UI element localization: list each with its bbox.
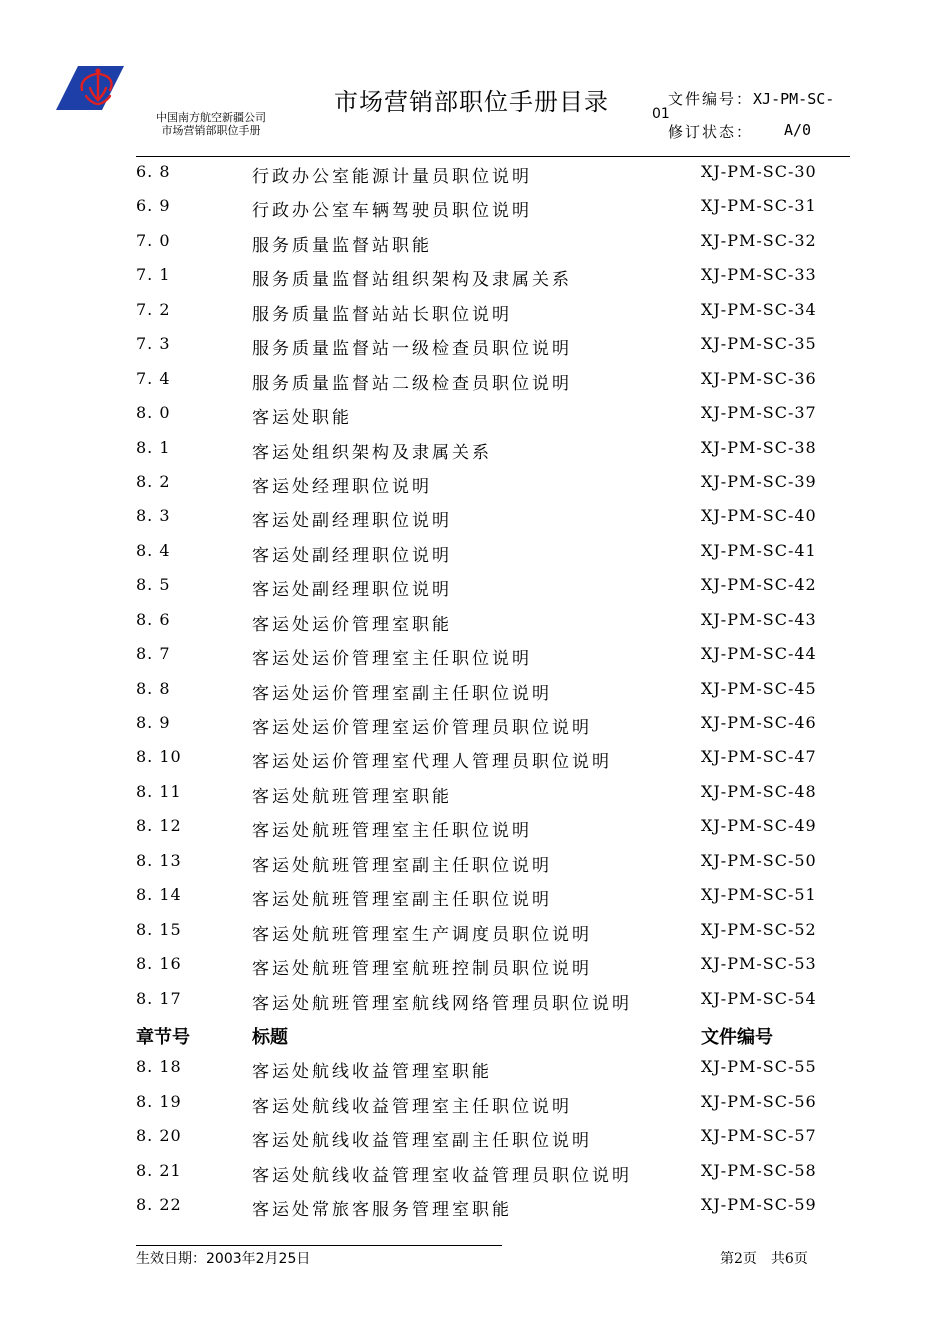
toc-section-number: 8. 5 <box>136 575 171 595</box>
toc-doc-code: XJ-PM-SC-36 <box>701 368 817 388</box>
toc-title: 客运处航线收益管理室主任职位说明 <box>252 1096 572 1117</box>
toc-title: 行政办公室能源计量员职位说明 <box>252 167 532 187</box>
toc-doc-code: XJ-PM-SC-59 <box>701 1195 817 1215</box>
toc-section-number: 8. 6 <box>136 609 171 629</box>
toc-section-number: 7. 2 <box>136 299 171 319</box>
toc-table <box>136 155 850 1223</box>
toc-row <box>136 499 850 533</box>
toc-header-row <box>136 1016 850 1050</box>
toc-title: 客运处航班管理室航线网络管理员职位说明 <box>252 993 632 1014</box>
toc-doc-code: XJ-PM-SC-56 <box>701 1091 817 1111</box>
toc-doc-code: XJ-PM-SC-44 <box>701 644 817 664</box>
page-prefix: 第 <box>720 1251 734 1267</box>
toc-title: 客运处组织架构及隶属关系 <box>252 442 492 463</box>
doc-number <box>668 88 834 109</box>
toc-doc-code: XJ-PM-SC-32 <box>701 230 817 250</box>
toc-doc-code: XJ-PM-SC-50 <box>701 850 817 870</box>
toc-row <box>136 465 850 499</box>
toc-title: 客运处航班管理室主任职位说明 <box>252 821 532 842</box>
toc-row <box>136 396 850 430</box>
toc-title: 客运处副经理职位说明 <box>252 511 452 532</box>
footer-divider <box>136 1245 502 1246</box>
toc-row <box>136 327 850 361</box>
toc-section-number: 8. 12 <box>136 816 182 836</box>
toc-section-number: 8. 0 <box>136 403 171 423</box>
toc-section-number: 8. 4 <box>136 540 171 560</box>
toc-section-number: 7. 1 <box>136 265 171 285</box>
toc-doc-code: XJ-PM-SC-55 <box>701 1057 817 1077</box>
toc-row <box>136 362 850 396</box>
toc-title: 客运处职能 <box>252 408 352 429</box>
toc-doc-code: XJ-PM-SC-49 <box>701 816 817 836</box>
doc-number-wrap: 01 <box>652 106 670 122</box>
airline-logo-icon <box>56 64 126 112</box>
toc-row <box>136 568 850 602</box>
toc-title: 客运处航班管理室副主任职位说明 <box>252 890 552 911</box>
toc-title: 客运处航线收益管理室收益管理员职位说明 <box>252 1165 632 1186</box>
toc-section-number: 8. 8 <box>136 678 171 698</box>
toc-row <box>136 603 850 637</box>
toc-doc-code: XJ-PM-SC-30 <box>701 162 817 181</box>
toc-row <box>136 1154 850 1188</box>
page-current: 2 <box>734 1251 743 1267</box>
toc-row <box>136 1188 850 1222</box>
toc-row <box>136 224 850 258</box>
revision-label: 修订状态： <box>668 123 754 141</box>
toc-doc-code: XJ-PM-SC-41 <box>701 540 817 560</box>
toc-doc-code: XJ-PM-SC-46 <box>701 713 817 732</box>
toc-row <box>136 293 850 327</box>
doc-number-value: XJ-PM-SC- <box>753 90 835 108</box>
toc-doc-code: XJ-PM-SC-38 <box>701 437 817 457</box>
toc-row <box>136 878 850 912</box>
toc-section-number: 7. 4 <box>136 368 171 388</box>
toc-title: 标题 <box>252 1026 288 1048</box>
toc-section-number: 8. 18 <box>136 1057 182 1077</box>
toc-section-number: 8. 10 <box>136 747 182 767</box>
toc-doc-code: XJ-PM-SC-33 <box>701 265 817 285</box>
toc-doc-code: XJ-PM-SC-39 <box>701 471 817 491</box>
toc-doc-code: XJ-PM-SC-58 <box>701 1160 817 1180</box>
toc-row <box>136 706 850 740</box>
toc-section-number: 8. 17 <box>136 988 182 1008</box>
toc-section-number: 6. 9 <box>136 196 171 216</box>
toc-title: 客运处航线收益管理室副主任职位说明 <box>252 1131 592 1152</box>
toc-row <box>136 844 850 878</box>
toc-section-number: 8. 7 <box>136 644 171 664</box>
toc-doc-code: XJ-PM-SC-57 <box>701 1126 817 1146</box>
toc-doc-code: 文件编号 <box>701 1026 773 1048</box>
toc-doc-code: XJ-PM-SC-54 <box>701 988 817 1008</box>
toc-doc-code: XJ-PM-SC-34 <box>701 299 817 319</box>
toc-title: 客运处运价管理室运价管理员职位说明 <box>252 718 592 738</box>
toc-title: 客运处航线收益管理室职能 <box>252 1062 492 1083</box>
toc-doc-code: XJ-PM-SC-48 <box>701 781 817 801</box>
toc-section-number: 6. 8 <box>136 162 171 181</box>
toc-section-number: 8. 3 <box>136 506 171 526</box>
toc-section-number: 8. 21 <box>136 1160 182 1180</box>
toc-row <box>136 189 850 223</box>
toc-title: 客运处运价管理室副主任职位说明 <box>252 683 552 704</box>
toc-row <box>136 534 850 568</box>
toc-doc-code: XJ-PM-SC-35 <box>701 334 817 354</box>
toc-row <box>136 258 850 292</box>
toc-doc-code: XJ-PM-SC-47 <box>701 747 817 767</box>
toc-doc-code: XJ-PM-SC-51 <box>701 885 817 905</box>
toc-row <box>136 431 850 465</box>
toc-section-number: 章节号 <box>136 1026 190 1048</box>
toc-row <box>136 775 850 809</box>
toc-section-number: 8. 1 <box>136 437 171 457</box>
toc-section-number: 8. 13 <box>136 850 182 870</box>
toc-title: 客运处运价管理室主任职位说明 <box>252 649 532 670</box>
toc-title: 客运处运价管理室职能 <box>252 614 452 635</box>
toc-row <box>136 1119 850 1153</box>
toc-section-number: 8. 11 <box>136 781 182 801</box>
toc-doc-code: XJ-PM-SC-31 <box>701 196 817 216</box>
revision-value: A/0 <box>784 121 812 139</box>
toc-section-number: 8. 22 <box>136 1195 182 1215</box>
toc-title: 客运处航班管理室副主任职位说明 <box>252 855 552 876</box>
toc-title: 客运处航班管理室航班控制员职位说明 <box>252 959 592 980</box>
page-title: 市场营销部职位手册目录 <box>334 88 609 116</box>
toc-section-number: 7. 3 <box>136 334 171 354</box>
toc-section-number: 8. 16 <box>136 954 182 974</box>
toc-title: 服务质量监督站组织架构及隶属关系 <box>252 270 572 291</box>
toc-section-number: 8. 2 <box>136 471 171 491</box>
toc-doc-code: XJ-PM-SC-42 <box>701 575 817 595</box>
toc-row <box>136 947 850 981</box>
toc-section-number: 8. 14 <box>136 885 182 905</box>
page-suffix: 页 <box>793 1251 808 1267</box>
toc-section-number: 8. 9 <box>136 713 171 732</box>
page-number <box>720 1248 808 1268</box>
toc-title: 客运处经理职位说明 <box>252 476 432 497</box>
toc-title: 客运处运价管理室代理人管理员职位说明 <box>252 752 612 773</box>
toc-row <box>136 1085 850 1119</box>
toc-title: 服务质量监督站职能 <box>252 235 432 256</box>
toc-title: 客运处常旅客服务管理室职能 <box>252 1200 512 1221</box>
toc-title: 服务质量监督站一级检查员职位说明 <box>252 339 572 360</box>
toc-row <box>136 809 850 843</box>
toc-doc-code: XJ-PM-SC-53 <box>701 954 817 974</box>
toc-row <box>136 1050 850 1084</box>
toc-row <box>136 982 850 1016</box>
effective-date: 生效日期：2003年2月25日 <box>136 1251 311 1267</box>
handbook-name: 市场营销部职位手册 <box>161 124 261 137</box>
toc-title: 服务质量监督站站长职位说明 <box>252 304 512 325</box>
toc-doc-code: XJ-PM-SC-52 <box>701 919 817 939</box>
company-name-block <box>156 111 266 137</box>
toc-title: 客运处副经理职位说明 <box>252 580 452 601</box>
toc-title: 服务质量监督站二级检查员职位说明 <box>252 373 572 394</box>
toc-title: 客运处副经理职位说明 <box>252 545 452 566</box>
toc-row <box>136 740 850 774</box>
company-name: 中国南方航空新疆公司 <box>156 111 266 124</box>
toc-section-number: 7. 0 <box>136 230 171 250</box>
revision-status <box>668 121 812 142</box>
toc-row <box>136 637 850 671</box>
toc-section-number: 8. 19 <box>136 1091 182 1111</box>
toc-doc-code: XJ-PM-SC-37 <box>701 403 817 423</box>
toc-title: 行政办公室车辆驾驶员职位说明 <box>252 201 532 222</box>
toc-section-number: 8. 20 <box>136 1126 182 1146</box>
toc-doc-code: XJ-PM-SC-45 <box>701 678 817 698</box>
toc-doc-code: XJ-PM-SC-40 <box>701 506 817 526</box>
toc-title: 客运处航班管理室生产调度员职位说明 <box>252 924 592 945</box>
toc-title: 客运处航班管理室职能 <box>252 786 452 807</box>
toc-section-number: 8. 15 <box>136 919 182 939</box>
toc-row <box>136 155 850 189</box>
doc-number-label: 文件编号： <box>668 90 754 108</box>
toc-row <box>136 913 850 947</box>
page-total: 6 <box>784 1251 794 1267</box>
toc-row <box>136 672 850 706</box>
toc-doc-code: XJ-PM-SC-43 <box>701 609 817 629</box>
page-mid: 页 共 <box>742 1251 785 1267</box>
